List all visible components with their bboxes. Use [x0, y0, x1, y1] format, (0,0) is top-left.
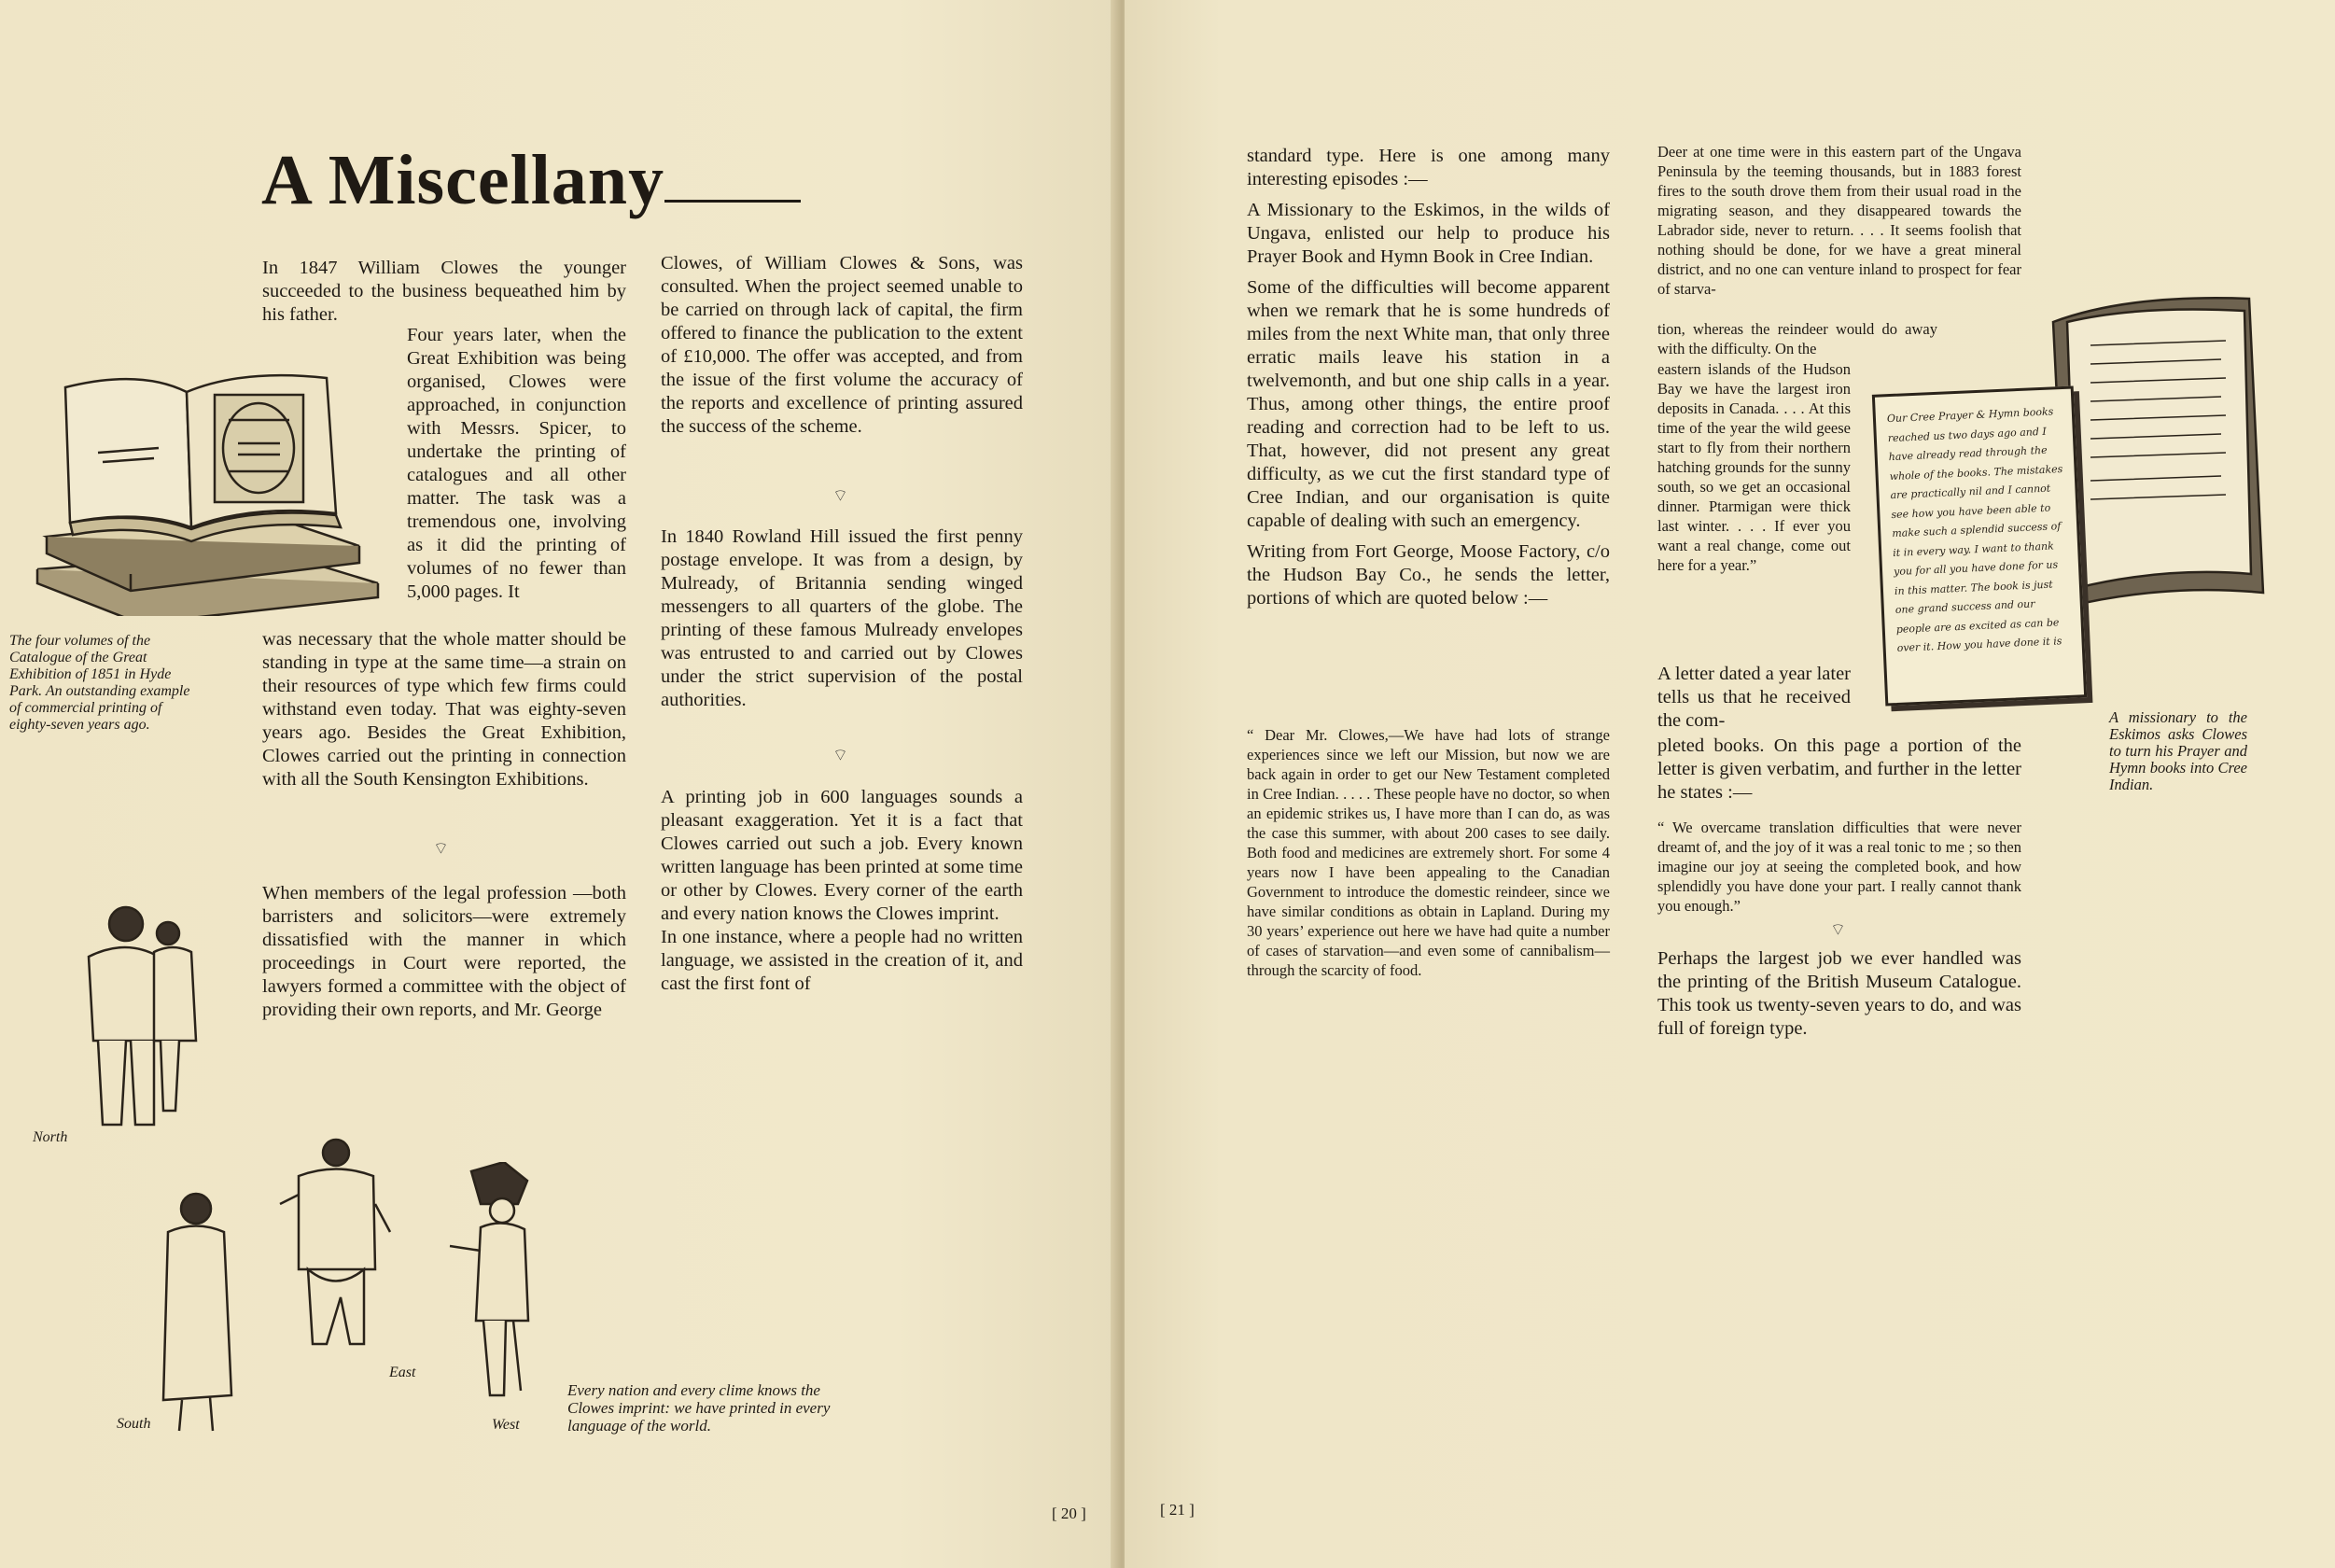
label-south: South	[117, 1416, 151, 1432]
paragraph: Perhaps the largest job we ever handled was the printing of the British Museum Catalogue. This took us twenty-seven years to do, and was full of foreign type.	[1657, 948, 2021, 1039]
left-column-2-bottom	[661, 786, 1023, 1003]
right-column-2-quote-top	[1657, 142, 2021, 306]
left-column-1-bottom	[262, 882, 626, 1029]
right-column-2-quote-2	[1657, 818, 2021, 923]
paragraph: Some of the difficulties will become apparent when we remark that he is some hundreds of miles from the next White man, that only three erratic mails leave his station in a twelvemonth, and but one ship calls in a year. Thus, among other things, the entire proof reading and correction had to be left to us. That, however, did not present any great difficulty, as we cut the first standard type of Cree Indian, and our organisation is quite capable of dealing with such an emergency.	[1247, 277, 1610, 531]
left-column-2-mid	[661, 525, 1023, 720]
right-column-1	[1247, 145, 1610, 618]
paragraph: pleted books. On this page a portion of the letter is given verbatim, and further in the letter he states :—	[1657, 735, 2021, 803]
paragraph: standard type. Here is one among many interesting episodes :—	[1247, 146, 1610, 189]
separator-ornament: ⌔	[832, 486, 848, 506]
title-rule	[664, 200, 801, 203]
books-caption: The four volumes of the Catalogue of the Great Exhibition of 1851 in Hyde Park. An outstanding example of commercial printing of eighty-seven years ago.	[9, 633, 190, 733]
paragraph: A Missionary to the Eskimos, in the wilds of Ungava, enlisted our help to produce his Prayer Book and Hymn Book in Cree Indian.	[1247, 200, 1610, 267]
east-figure-illustration	[271, 1129, 392, 1391]
paragraph: In 1847 William Clowes the younger succeeded to the business bequeathed him by his father.	[262, 258, 626, 325]
paragraph: Four years later, when the Great Exhibition was being organised, Clowes were approached, in conjunction with Messrs. Spicer, to undertake the printing of catalogues and all other matter. The task was a tremendous one, involving as it did the printing of volumes of no fewer than 5,000 pages. It	[407, 325, 626, 602]
left-column-1-wrap	[407, 324, 626, 611]
west-figure-illustration	[448, 1162, 551, 1419]
left-page	[0, 0, 1120, 1568]
handwritten-letter	[1872, 385, 2087, 706]
left-column-1-continued	[262, 628, 626, 799]
letter-quote: “ Dear Mr. Clowes,—We have had lots of strange experiences since we left our Mission, but now we are back again in order to get our New Testament completed in Cree Indian. . . . . These people have no doctor, so when an epidemic strikes us, I have more than I can do, as was the case this summer, with about 200 cases to see daily. Both food and medicines are extremely short. For some 4 years now I have been appealing to the Canadian Government to introduce the domestic reindeer, since we have similar conditions as obtain in Lapland. During my 30 years’ experience out here we have had quite a number of cases of starvation—and even some of cannibalism—through the scarcity of food.	[1247, 726, 1610, 979]
separator-ornament: ⌔	[832, 746, 848, 765]
separator-ornament: ⌔	[1830, 920, 1846, 940]
label-north: North	[33, 1129, 68, 1145]
left-column-1	[262, 257, 626, 334]
right-column-1-quote	[1247, 725, 1610, 987]
label-west: West	[492, 1417, 520, 1433]
letter-quote: “ We overcame translation difficulties that were never dreamt of, and the joy of it was a real tonic to me ; so then imagine our joy at seeing the completed book, and how splendidly you have done your part. I really cannot thank you enough.”	[1657, 819, 2021, 915]
south-figure-illustration	[159, 1190, 243, 1442]
paragraph: was necessary that the whole matter should be standing in type at the same time—a strain on their resources of type which few firms could withstand even today. That was eighty-seven years ago. Besides the Great Exhibition, Clowes carried out the printing in connection with all the South Kensington Exhibitions.	[262, 629, 626, 790]
page-number: [ 21 ]	[1160, 1501, 1195, 1519]
paragraph: A printing job in 600 languages sounds a pleasant exaggeration. Yet it is a fact that Clowes carried out such a job. Every known written language has been printed at some time or other by Clowes. Every corner of the earth and every nation knows the Clowes imprint.	[661, 787, 1023, 924]
letter-quote: Deer at one time were in this eastern part of the Ungava Peninsula by the teeming thousands, but in 1883 forest fires to the south drove them from their usual road in the migrating season, and they disappeared towards the Labrador side, never to return. . . . It seems foolish that nothing should be done, for we have a great mineral district, and no one can venture inland to prospect for fear of starva-	[1657, 143, 2021, 298]
paragraph: Writing from Fort George, Moose Factory, c/o the Hudson Bay Co., he sends the letter, portions of which are quoted below :—	[1247, 541, 1610, 609]
figures-caption: Every nation and every clime knows the Clowes imprint: we have printed in every language of the world.	[567, 1381, 831, 1435]
paragraph: A letter dated a year later tells us that he received the com-	[1657, 664, 1851, 731]
right-page	[1125, 0, 2335, 1568]
page-title: A Miscellany	[261, 141, 665, 219]
letter-quote: tion, whereas the reindeer would do away with the difficulty. On the	[1657, 320, 1937, 357]
paragraph: In one instance, where a people had no written language, we assisted in the creation of it, and cast the first font of	[661, 927, 1023, 994]
right-column-2-quote-wrap-2	[1657, 359, 1851, 582]
north-figures-illustration	[75, 901, 215, 1148]
paragraph: In 1840 Rowland Hill issued the first penny postage envelope. It was from a design, by Mulready, of Britannia sending winged messengers to all quarters of the globe. The printing of these famous Mulready envelopes was entrusted to and carried out by Clowes under the strict supervision of the postal authorities.	[661, 526, 1023, 710]
label-east: East	[389, 1365, 416, 1380]
right-column-2-letter	[1657, 735, 2021, 812]
separator-ornament: ⌔	[433, 839, 449, 859]
letter-quote: eastern islands of the Hudson Bay we have the largest iron deposits in Canada. . . . At this time of the year the wild geese start to fly from their northern hatching grounds for the sunny south, so we get an occasional dinner. Ptarmigan were thick last winter. . . . If ever you want a real change, come out here for a year.”	[1657, 360, 1851, 574]
left-column-2	[661, 252, 1023, 446]
right-column-2-bottom	[1657, 947, 2021, 1048]
paragraph: When members of the legal profession —both barristers and solicitors—were extremely dissatisfied with the manner in which proceedings in Court were reported, the lawyers formed a committee with the object of providing their own reports, and Mr. George	[262, 883, 626, 1020]
letter-handwriting: Our Cree Prayer & Hymn books reached us two days ago and I have already read through the whole of the books. The mistakes are practically nil and I cannot see how you have been able to make such a splendid success of it in every way. I want to thank you for all you have done for us in this matter. The book is just one grand success and our people are as excited as can be over it. How you have done it is	[1886, 405, 2063, 654]
missionary-caption: A missionary to the Eskimos asks Clowes to turn his Prayer and Hymn books into Cree Indian.	[2109, 708, 2247, 793]
catalogue-books-illustration	[28, 350, 383, 616]
paragraph: Clowes, of William Clowes & Sons, was consulted. When the project seemed unable to be carried on through lack of capital, the firm offered to finance the publication to the extent of £10,000. The offer was accepted, and from the issue of the first volume the accuracy of the reports and excellence of printing assured the success of the scheme.	[661, 253, 1023, 437]
right-column-2-letter-wrap	[1657, 663, 1851, 733]
page-number: [ 20 ]	[1052, 1505, 1086, 1522]
